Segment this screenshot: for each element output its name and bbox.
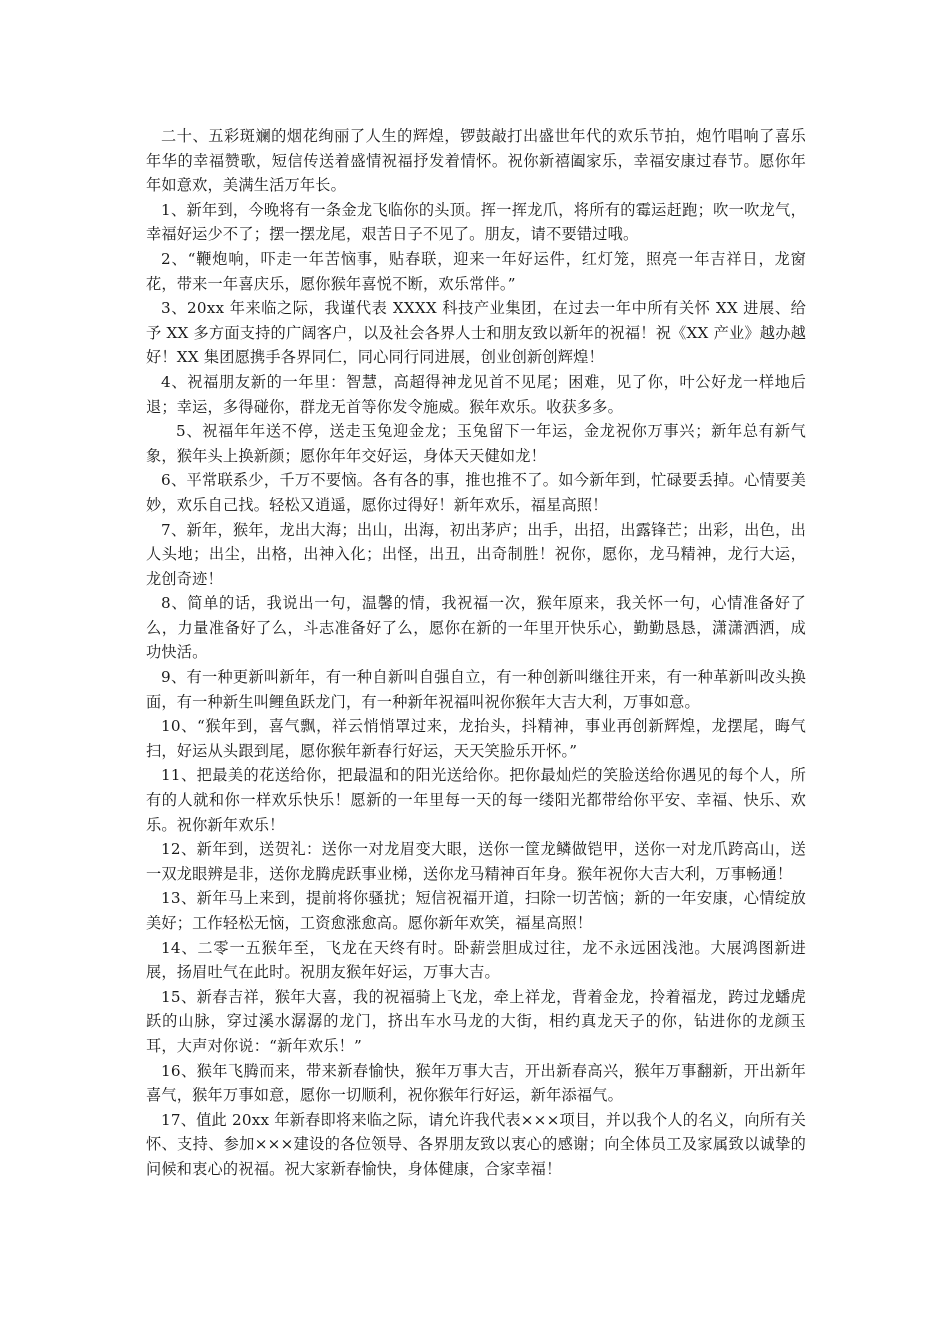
paragraph-14: 14、二零一五猴年至，飞龙在天终有时。卧薪尝胆成过往，龙不永远困浅池。大展鸿图新进展，扬眉吐气在此时。祝朋友猴年好运，万事大吉。 [146, 938, 806, 982]
paragraph-7: 7、新年，猴年，龙出大海；出山，出海，初出茅庐；出手，出招，出露锋芒；出彩，出色，出人头地；出尘，出格，出神入化；出怪，出丑，出奇制胜！祝你，愿你，龙马精神，龙行大运，龙创奇迹！ [146, 520, 806, 588]
paragraph-13: 13、新年马上来到，提前将你骚扰；短信祝福开道，扫除一切苦恼；新的一年安康，心情绽放美好；工作轻松无恼，工资愈涨愈高。愿你新年欢笑，福星高照！ [146, 889, 806, 932]
paragraph-6: 6、平常联系少，千万不要恼。各有各的事，推也推不了。如今新年到，忙碌要丢掉。心情要美妙，欢乐自己找。轻松又逍遥，愿你过得好！新年欢乐，福星高照！ [146, 471, 806, 514]
paragraph-16: 16、猴年飞腾而来，带来新春愉快，猴年万事大吉，开出新春高兴，猴年万事翻新，开出新年喜气，猴年万事如意，愿你一切顺利，祝你猴年行好运，新年添福气。 [146, 1061, 806, 1105]
paragraph-intro: 二十、五彩斑斓的烟花绚丽了人生的辉煌，锣鼓敲打出盛世年代的欢乐节拍，炮竹唱响了喜乐年华的幸福赞歌，短信传送着盛情祝福抒发着情怀。祝你新禧阖家乐，幸福安康过春节。愿你年年如意欢，美满生活万年长。 [146, 127, 806, 195]
paragraph-3: 3、20xx 年来临之际，我谨代表 XXXX 科技产业集团，在过去一年中所有关怀 XX 进展、给予 XX 多方面支持的广阔客户，以及社会各界人士和朋友致以新年的祝福！祝《XX 产业》越办越好！XX 集团愿携手各界同仁，同心同行同进展，创业创新创辉煌！ [146, 299, 806, 367]
paragraph-9: 9、有一种更新叫新年，有一种自新叫自强自立，有一种创新叫继往开来，有一种革新叫改头换面，有一种新生叫鲤鱼跃龙门，有一种新年祝福叫祝你猴年大吉大利，万事如意。 [146, 668, 806, 711]
paragraph-11: 11、把最美的花送给你，把最温和的阳光送给你。把你最灿烂的笑脸送给你遇见的每个人，所有的人就和你一样欢乐快乐！愿新的一年里每一天的每一缕阳光都带给你平安、幸福、快乐、欢乐。祝你新年欢乐！ [146, 766, 806, 834]
paragraph-1: 1、新年到，今晚将有一条金龙飞临你的头顶。挥一挥龙爪，将所有的霉运赶跑；吹一吹龙气，幸福好运少不了；摆一摆龙尾，艰苦日子不见了。朋友，请不要错过哦。 [146, 200, 806, 244]
paragraph-10: 10、“猴年到，喜气飘，祥云悄悄罩过来，龙抬头，抖精神，事业再创新辉煌，龙摆尾，晦气扫，好运从头跟到尾，愿你猴年新春行好运，天天笑脸乐开怀。” [146, 717, 806, 760]
paragraph-4: 4、祝福朋友新的一年里：智慧，高超得神龙见首不见尾；困难，见了你，叶公好龙一样地后退；幸运，多得碰你，群龙无首等你发令施威。猴年欢乐。收获多多。 [146, 372, 806, 416]
paragraph-17: 17、值此 20xx 年新春即将来临之际，请允许我代表×××项目，并以我个人的名义，向所有关怀、支持、参加×××建设的各位领导、各界朋友致以衷心的感谢；向全体员工及家属致以诚挚的问候和衷心的祝福。祝大家新春愉快，身体健康，合家幸福！ [146, 1110, 806, 1178]
document-body [146, 124, 806, 1182]
paragraph-15: 15、新春吉祥，猴年大喜，我的祝福骑上飞龙，牵上祥龙，背着金龙，拎着福龙，跨过龙蟠虎跃的山脉，穿过溪水潺潺的龙门，挤出车水马龙的大街，相约真龙天子的你，钻进你的龙颜玉耳，大声对你说：“新年欢乐！” [146, 987, 806, 1055]
paragraph-5: 5、祝福年年送不停，送走玉兔迎金龙；玉兔留下一年运，金龙祝你万事兴；新年总有新气象，猴年头上换新颜；愿你年年交好运，身体天天健如龙！ [146, 422, 806, 465]
paragraph-2: 2、“鞭炮响，吓走一年苦恼事，贴春联，迎来一年好运件，红灯笼，照亮一年吉祥日，龙窗花，带来一年喜庆乐，愿你猴年喜悦不断，欢乐常伴。” [146, 249, 806, 293]
paragraph-8: 8、简单的话，我说出一句，温馨的情，我祝福一次，猴年原来，我关怀一句，心情准备好了么，力量准备好了么，斗志准备好了么，愿你在新的一年里开快乐心，勤勤恳恳，潇潇洒洒，成功快活。 [146, 594, 806, 662]
paragraph-12: 12、新年到，送贺礼：送你一对龙眉变大眼，送你一筐龙鳞做铠甲，送你一对龙爪跨高山，送一双龙眼辨是非，送你龙腾虎跃事业梯，送你龙马精神百年身。猴年祝你大吉大利，万事畅通！ [146, 840, 806, 883]
